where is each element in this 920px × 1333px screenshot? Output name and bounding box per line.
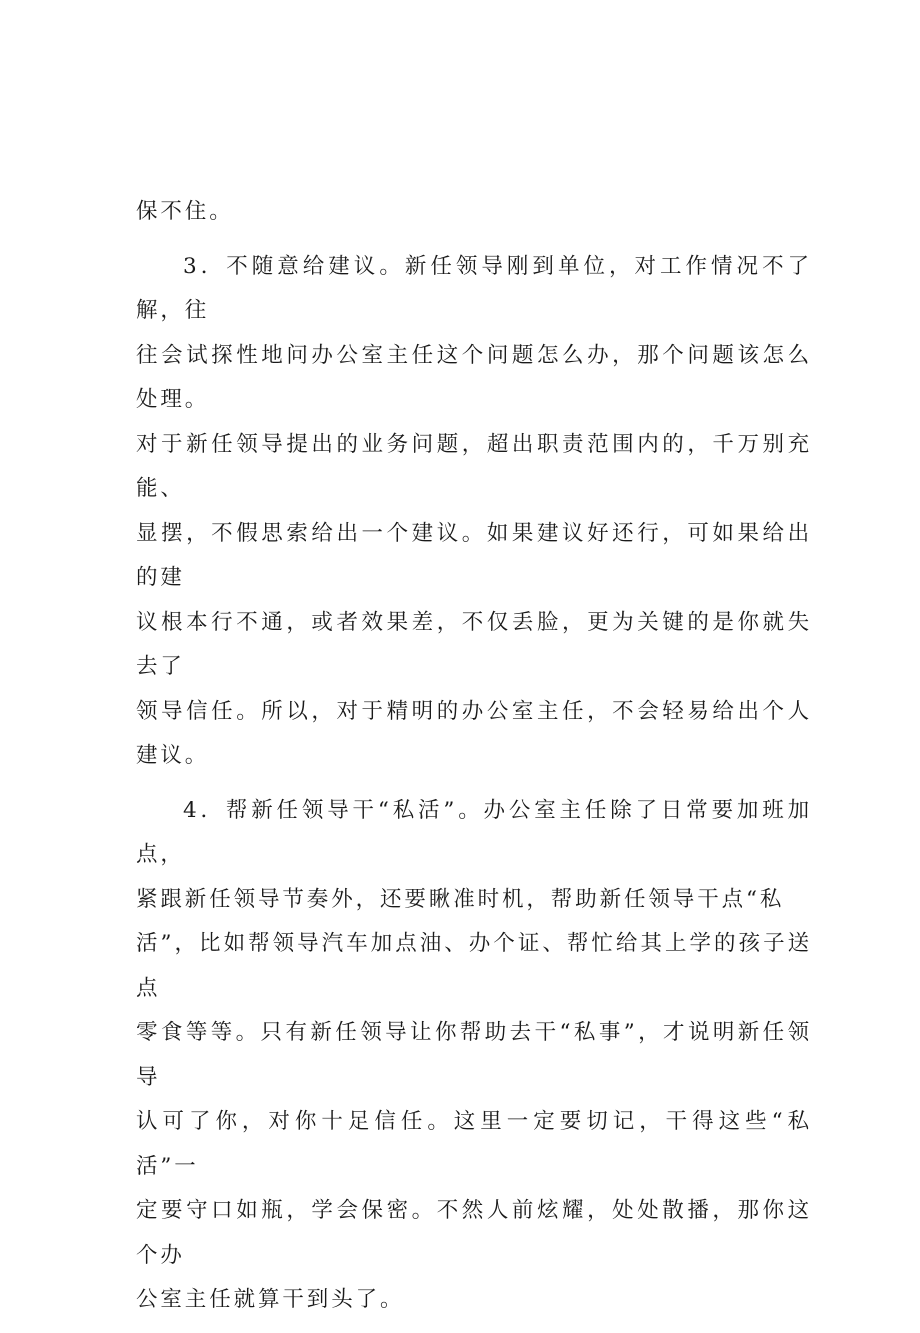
paragraph-continuation: 保不住。 (136, 199, 234, 224)
body-text (136, 190, 812, 1333)
paragraph-point-3: 3．不随意给建议。新任领导刚到单位，对工作情况不了解，往 往会试探性地问办公室主任这个问题怎么办，那个问题该怎么处理。 对于新任领导提出的业务问题，超出职责范围内的，千万别充能、 显摆，不假思索给出一个建议。如果建议好还行，可如果给出的建 议根本行不通，或者效果差，不仅丢脸，更为关键的是你就失去了 领导信任。所以，对于精明的办公室主任，不会轻易给出个人建议。 (136, 253, 812, 768)
paragraph-point-4: 4．帮新任领导干“私活”。办公室主任除了日常要加班加点， 紧跟新任领导节奏外，还要瞅准时机，帮助新任领导干点“私 活”，比如帮领导汽车加点油、办个证、帮忙给其上学的孩子送点 零食等等。只有新任领导让你帮助去干“私事”，才说明新任领导 认可了你，对你十足信任。这里一定要切记，干得这些“私活”一 定要守口如瓶，学会保密。不然人前炫耀，处处散播，那你这个办 公室主任就算干到头了。 (136, 797, 812, 1312)
